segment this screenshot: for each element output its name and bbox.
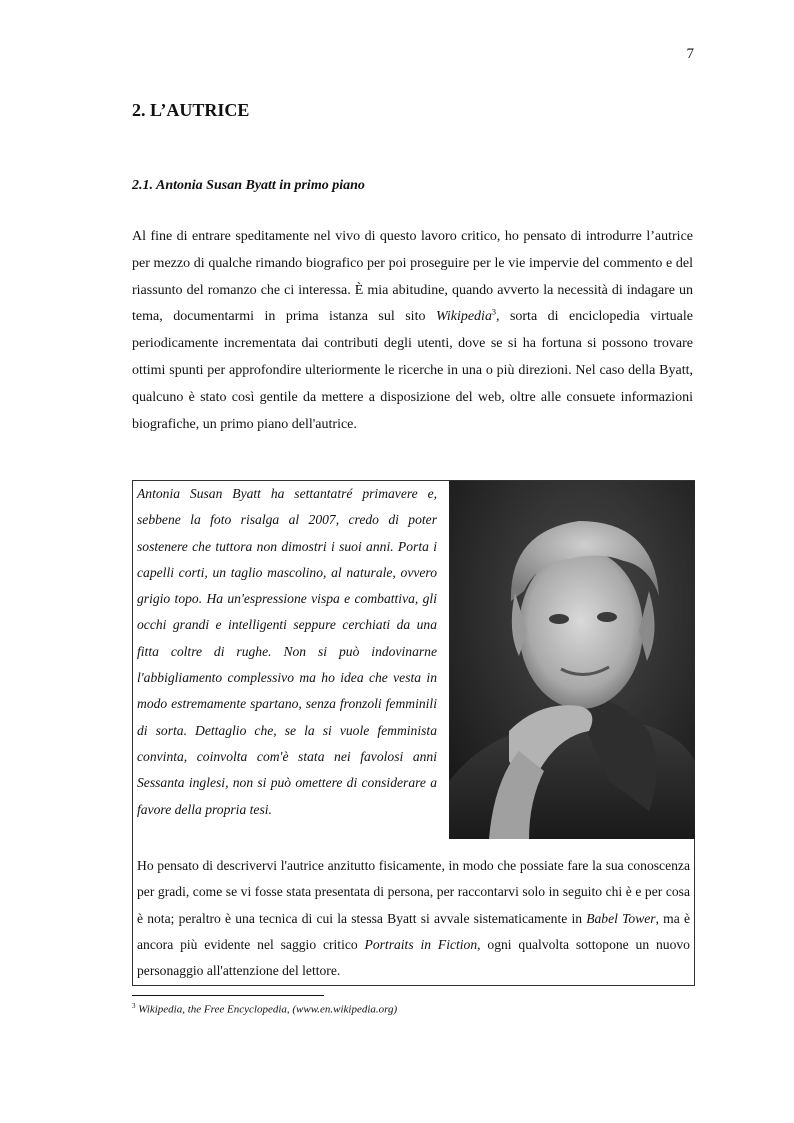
footnote-ref: 3 bbox=[491, 307, 496, 317]
page-number: 7 bbox=[686, 46, 694, 62]
author-photo bbox=[449, 481, 695, 839]
box-text-1: Ho pensato di descrivervi l'autrice anzitutto fisicamente, in modo che possiate fare la sua conoscenza per gradi, come se vi fosse stata presentata di persona, per raccontarvi solo in seguito chi è e per cosa è nota; peraltro è una tecnica di cui la stessa Byatt si avvale sistematicamente in bbox=[137, 858, 690, 926]
author-portrait-image bbox=[449, 481, 695, 839]
book-title-babel-tower: Babel Tower bbox=[586, 910, 656, 926]
intro-text-2: , sorta di enciclopedia virtuale periodicamente incrementata dai contributi degli utenti, dove se si ha fortuna si possono trovare ottimi spunti per approfondire ulteriormente le ricerche in una o più direzioni. Nel caso della Byatt, qualcuno è stato così gentile da mettere a disposizione del web, oltre alle consuete informazioni biografiche, un primo piano dell'autrice. bbox=[132, 309, 693, 432]
intro-text-1: Al fine di entrare speditamente nel vivo di questo lavoro critico, ho pensato di introdurre l’autrice per mezzo di qualche rimando biografico per poi proseguire per le vie impervie del commento e del riassunto del romanzo che ci interessa. È mia abitudine, quando avverto la necessità di indagare un tema, documentarmi in prima istanza sul sito bbox=[132, 229, 693, 325]
intro-paragraph bbox=[132, 224, 693, 438]
portrait-commentary bbox=[137, 853, 690, 984]
footnote-number: 3 bbox=[132, 1002, 136, 1010]
footnote bbox=[132, 1002, 397, 1016]
book-title-portraits-in-fiction: Portraits in Fiction bbox=[364, 936, 478, 952]
wikipedia-mention: Wikipedia bbox=[435, 309, 492, 325]
footnote-text: Wikipedia, the Free Encyclopedia, (www.en.wikipedia.org) bbox=[135, 1003, 398, 1016]
portrait-box bbox=[132, 480, 695, 986]
portrait-caption: Antonia Susan Byatt ha settantatré primavere e, sebbene la foto risalga al 2007, credo di poter sostenere che tuttora non dimostri i suoi anni. Porta i capelli corti, un taglio mascolino, al naturale, ovvero grigio topo. Ha un'espressione vispa e combattiva, gli occhi grandi e intelligenti seppure cerchiati da una fitta coltre di rughe. Non si può indovinarne l'abbigliamento complessivo ma ho idea che vesta in modo estremamente spartano, senza fronzoli femminili di sorta. Dettaglio che, se la si vuole femminista convinta, coinvolta com'è stata nei favolosi anni Sessanta inglesi, non si può omettere di considerare a favore della propria tesi. bbox=[137, 486, 437, 817]
box-text-2: , ma è ancora più evidente nel saggio critico bbox=[137, 910, 690, 952]
footnote-divider bbox=[132, 995, 324, 996]
chapter-title: 2. L’AUTRICE bbox=[132, 100, 250, 120]
box-text-3: , ogni qualvolta sottopone un nuovo personaggio all'attenzione del lettore. bbox=[137, 936, 690, 979]
section-title: 2.1. Antonia Susan Byatt in primo piano bbox=[132, 178, 365, 193]
